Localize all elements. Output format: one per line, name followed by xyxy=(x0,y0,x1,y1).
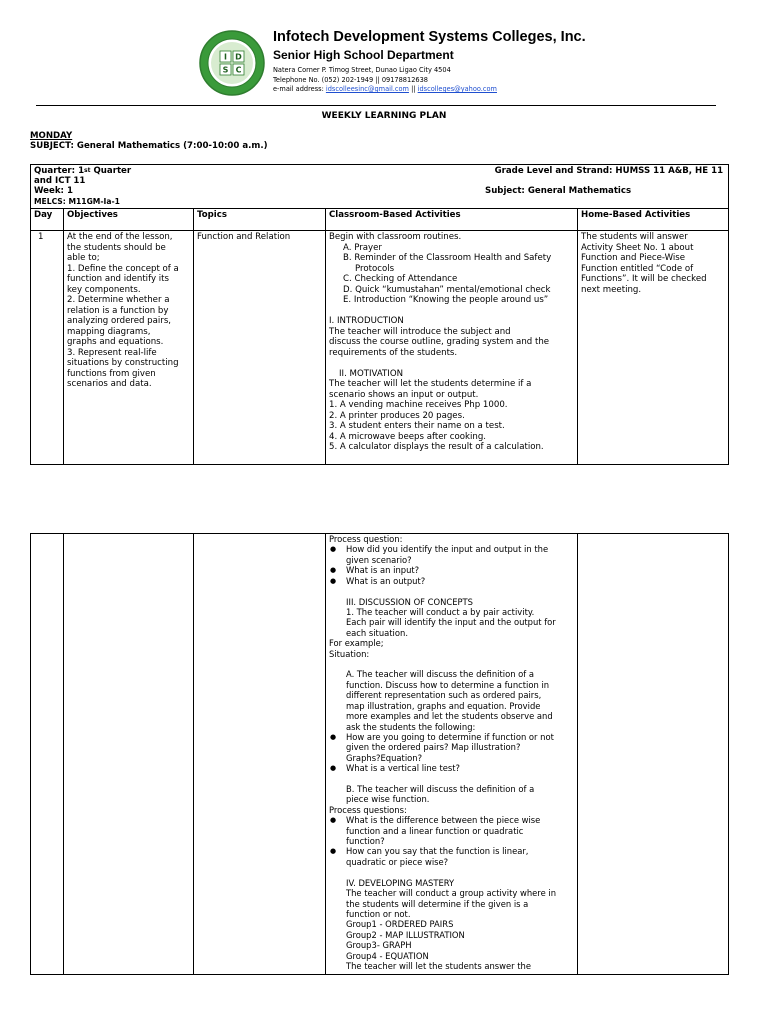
email-label: e-mail address: xyxy=(273,85,324,93)
list-item: ● How can you say that the function is linear, xyxy=(329,846,574,856)
subject-line: SUBJECT: General Mathematics (7:00-10:00 a.m.) xyxy=(30,141,268,151)
school-address: Natera Corner P. Timog Street, Dunao Ligao City 4504 xyxy=(273,66,451,74)
strand-continued: and ICT 11 xyxy=(34,176,86,186)
mastery-heading: IV. DEVELOPING MASTERY xyxy=(346,877,455,888)
svg-text:I: I xyxy=(224,52,227,62)
list-item: ● How did you identify the input and output in the xyxy=(329,544,574,554)
plan-title: WEEKLY LEARNING PLAN xyxy=(321,111,447,121)
home-activities-cell xyxy=(578,534,729,975)
school-telephone: Telephone No. (052) 202-1949 || 09178812638 xyxy=(273,76,428,84)
svg-text:D: D xyxy=(235,52,242,62)
day-cell xyxy=(31,534,64,975)
discussion-heading: III. DISCUSSION OF CONCEPTS xyxy=(346,596,473,607)
classroom-activities-cell: Begin with classroom routines. A. Prayer B. Reminder of the Classroom Health and Safety Protocols C. Checking of Attendance D. Quick “kumustahan” mental/emotional check E. Introduction “Knowing the people around us” I. INTRODUCTION The teacher will introduce the subject and discuss the course outline, grading system and the requirements of the students. II. MOTIVATION The teacher will let the students determine if a scenario shows an input or output. 1. A vending machine receives Php 1000. 2. A printer produces 20 pages. 3. A student enters their name on a test. 4. A microwave beeps after cooking. 5. A calculator displays the result of a calculation. xyxy=(326,231,578,465)
school-logo xyxy=(199,30,265,96)
table-row xyxy=(31,534,729,975)
grade-strand: Grade Level and Strand: HUMSS 11 A&B, HE 11 xyxy=(494,166,724,176)
objectives-cell: At the end of the lesson, the students should be able to; 1. Define the concept of a function and identify its key components. 2. Determine whether a relation is a function by analyzing ordered pairs, mapping diagrams, graphs and equations. 3. Represent real-life situations by constructing functions from given scenarios and data. xyxy=(64,231,194,465)
day-cell: 1 xyxy=(31,231,64,465)
list-item: ● What is an input? xyxy=(329,565,574,575)
department-name: Senior High School Department xyxy=(273,48,454,62)
school-seal-icon xyxy=(199,30,265,96)
column-header-row xyxy=(31,209,729,231)
list-item: ● How are you going to determine if function or not xyxy=(329,732,574,742)
topics-cell: Function and Relation xyxy=(194,231,326,465)
week-info: Week: 1 xyxy=(34,186,73,196)
info-row xyxy=(31,165,729,209)
col-home-activities: Home-Based Activities xyxy=(578,209,729,231)
day-label: MONDAY xyxy=(30,131,73,141)
quarter-info: Quarter: 1st Quarter xyxy=(34,166,132,176)
email-separator: || xyxy=(411,85,416,93)
table-row xyxy=(31,231,729,465)
classroom-activities-cell: Process question: ● How did you identify the input and output in the given scenario? ● What is an input? ● What is an output? III. DISCUSSION OF CONCEPTS 1. The teacher will conduct a by pair activity. Each pair will identify the input and the output for each situation. For example; Situation: A. The teacher will discuss the definition of a function. Discuss how to determine a function in different representation such as ordered pairs, map illustration, graphs and equation. Provide more examples and let the students observe and ask the students the following: ● How are you going to determine if function or not given the ordered pairs? Map illustration? Graphs?Equation? ● What is a vertical line test? B. The teacher will discuss the definition of a piece wise function. Process questions: ● What is the difference between the piece wise function and a linear function or quadratic function? ● How can you say that the function is linear, quadratic or piece wise? IV. DEVELOPING MASTERY The teacher will conduct a group activity where in the students will determine if the given is a function or not. Group1 - ORDERED PAIRS Group2 - MAP ILLUSTRATION Group3- GRAPH Group4 - EQUATION The teacher will let the students answer the xyxy=(326,534,578,975)
introduction-heading: I. INTRODUCTION xyxy=(329,316,404,326)
motivation-heading: II. MOTIVATION xyxy=(339,368,404,379)
email-link-yahoo[interactable]: idscolleges@yahoo.com xyxy=(417,85,497,93)
col-classroom-activities: Classroom-Based Activities xyxy=(326,209,578,231)
header-divider xyxy=(36,105,716,106)
email-row xyxy=(273,85,497,93)
topics-cell xyxy=(194,534,326,975)
email-link-gmail[interactable]: idscolleesinc@gmail.com xyxy=(325,85,409,93)
subject-info: Subject: General Mathematics xyxy=(485,186,632,196)
col-objectives: Objectives xyxy=(64,209,194,231)
school-name: Infotech Development Systems Colleges, Inc. xyxy=(273,29,586,45)
list-item: ● What is an output? xyxy=(329,576,574,586)
learning-plan-table-page2 xyxy=(30,533,729,975)
home-activities-cell: The students will answer Activity Sheet No. 1 about Function and Piece-Wise Function entitled “Code of Functions”. It will be checked next meeting. xyxy=(578,231,729,465)
melcs-info: MELCS: M11GM-Ia-1 xyxy=(34,197,120,206)
learning-plan-table-page1 xyxy=(30,164,729,465)
objectives-cell xyxy=(64,534,194,975)
list-item: ● What is a vertical line test? xyxy=(329,763,574,773)
svg-text:S: S xyxy=(222,65,229,75)
list-item: ● What is the difference between the piece wise xyxy=(329,815,574,825)
col-topics: Topics xyxy=(194,209,326,231)
svg-text:C: C xyxy=(235,65,242,75)
col-day: Day xyxy=(31,209,64,231)
